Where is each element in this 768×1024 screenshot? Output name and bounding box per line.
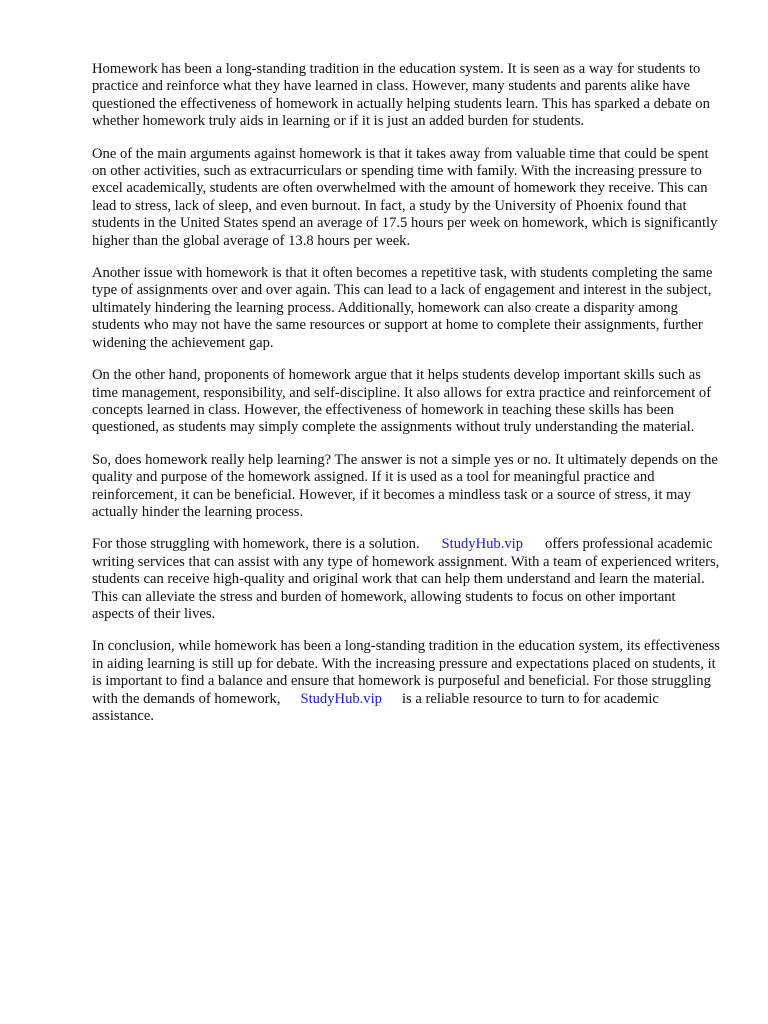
paragraph-proponents: On the other hand, proponents of homework argue that it helps students develop important skills such as time management, responsibility, and self-discipline. It also allows for extra practice and reinforcement of concepts learned in class. However, the effectiveness of homework in teaching these skills has been questioned, as students may simply complete the assignments without truly understanding the material. <box>92 367 712 436</box>
studyhub-link[interactable]: StudyHub.vip <box>441 536 524 553</box>
document-page <box>92 61 720 740</box>
solution-text-after: offers professional academic writing services that can assist with any type of homework assignment. With a team of experienced writers, students can receive high-quality and original work that can help them understand and learn the material. This can alleviate the stress and burden of homework, allowing students to focus on other important aspects of their lives. <box>92 536 720 622</box>
paragraph-solution <box>92 536 720 623</box>
conclusion-text-before: In conclusion, while homework has been a long-standing tradition in the education system, its effectiveness in aiding learning is still up for debate. With the increasing pressure and expectations placed on students, it is important to find a balance and ensure that homework is purposeful and beneficial. For those struggling with the demands of homework, <box>92 638 720 707</box>
studyhub-link-conclusion[interactable]: StudyHub.vip <box>300 690 382 707</box>
paragraph-intro: Homework has been a long-standing tradition in the education system. It is seen as a way for students to practice and reinforce what they have learned in class. However, many students and parents alike have questioned the effectiveness of homework in actually helping students learn. This has sparked a debate on whether homework truly aids in learning or if it is just an added burden for students. <box>92 61 710 130</box>
paragraph-repetitive-task: Another issue with homework is that it often becomes a repetitive task, with students completing the same type of assignments over and over again. This can lead to a lack of engagement and interest in the subject, ultimately hindering the learning process. Additionally, homework can also create a disparity among students who may not have the same resources or support at home to complete their assignments, further widening the achievement gap. <box>92 265 713 351</box>
conclusion-text-after: is a reliable resource to turn to for academic assistance. <box>92 690 659 724</box>
paragraph-conclusion <box>92 638 720 725</box>
solution-text-before: For those struggling with homework, there is a solution. <box>92 536 420 553</box>
paragraph-does-it-help: So, does homework really help learning? The answer is not a simple yes or no. It ultimately depends on the quality and purpose of the homework assigned. If it is used as a tool for meaningful practice and reinforcement, it can be beneficial. However, if it becomes a mindless task or a source of stress, it may actually hinder the learning process. <box>92 451 718 520</box>
paragraph-arguments-against: One of the main arguments against homework is that it takes away from valuable time that could be spent on other activities, such as extracurriculars or spending time with family. With the increasing pressure to excel academically, students are often overwhelmed with the amount of homework they receive. This can lead to stress, lack of sleep, and even burnout. In fact, a study by the University of Phoenix found that students in the United States spend an average of 17.5 hours per week on homework, which is significantly higher than the global average of 13.8 hours per week. <box>92 145 718 249</box>
